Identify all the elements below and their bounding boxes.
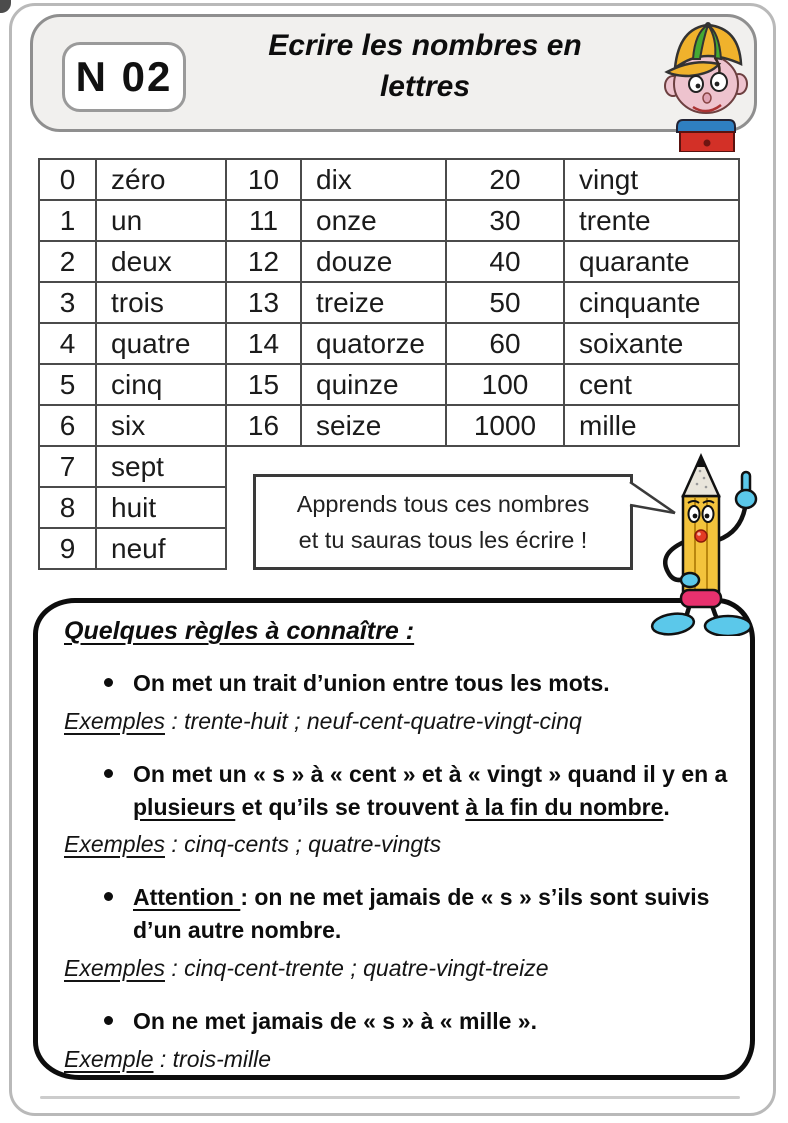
number-cell: 13	[226, 282, 301, 323]
rule-text	[133, 667, 610, 700]
number-cell: 20	[446, 159, 564, 200]
rule-item	[104, 1005, 730, 1038]
table-row	[39, 200, 739, 241]
page-title	[230, 26, 620, 107]
word-cell: cinq	[96, 364, 226, 405]
rule-text-part: et qu’ils se trouvent	[235, 793, 466, 820]
bubble-line-1: Apprends tous ces nombres	[296, 490, 590, 517]
number-cell: 10	[226, 159, 301, 200]
example-text: : cinq-cents ; quatre-vingts	[164, 831, 442, 858]
pencil-mascot-illustration	[640, 444, 767, 636]
example-label: Exemples	[64, 831, 165, 858]
number-cell: 14	[226, 323, 301, 364]
title-line-1: Ecrire les nombres en	[268, 29, 582, 62]
rule-text-part: .	[663, 793, 670, 820]
rule-item	[104, 758, 730, 823]
number-cell: 60	[446, 323, 564, 364]
number-cell: 100	[446, 364, 564, 405]
rules-panel	[33, 598, 755, 1080]
word-cell: zéro	[96, 159, 226, 200]
rules-title: Quelques règles à connaître :	[64, 617, 415, 645]
number-cell: 4	[39, 323, 96, 364]
word-cell: seize	[301, 405, 446, 446]
rule-text-part: : on ne met jamais de « s » s’ils sont suivis d’un autre nombre.	[133, 884, 710, 943]
example-line	[64, 705, 730, 737]
word-cell: cent	[564, 364, 739, 405]
number-cell: 8	[39, 487, 96, 528]
word-cell: dix	[301, 159, 446, 200]
word-cell: trente	[564, 200, 739, 241]
rule-text-part: à la fin du nombre	[465, 793, 664, 820]
rule-text-part: On ne met jamais de « s » à « mille ».	[133, 1007, 537, 1034]
example-line	[64, 1043, 730, 1075]
rule-item	[104, 667, 730, 700]
bullet-icon	[104, 678, 113, 687]
scan-artifact-corner	[0, 0, 11, 13]
number-cell: 12	[226, 241, 301, 282]
example-line	[64, 828, 730, 860]
bullet-icon	[104, 769, 113, 778]
table-row	[39, 159, 739, 200]
title-line-2: lettres	[379, 69, 471, 103]
table-row	[39, 405, 739, 446]
word-cell: huit	[96, 487, 226, 528]
number-cell: 0	[39, 159, 96, 200]
word-cell: soixante	[564, 323, 739, 364]
rule-item	[104, 881, 730, 946]
boy-mascot-illustration	[653, 10, 763, 152]
number-cell: 1	[39, 200, 96, 241]
rule-text	[133, 881, 730, 946]
example-text: : trois-mille	[153, 1045, 272, 1072]
number-cell: 2	[39, 241, 96, 282]
number-cell: 16	[226, 405, 301, 446]
rule-text	[133, 758, 730, 823]
number-cell: 9	[39, 528, 96, 569]
bullet-icon	[104, 892, 113, 901]
word-cell: quatorze	[301, 323, 446, 364]
rule-text-part: Attention	[133, 884, 241, 911]
word-cell: quinze	[301, 364, 446, 405]
number-cell: 50	[446, 282, 564, 323]
number-cell: 3	[39, 282, 96, 323]
word-cell: un	[96, 200, 226, 241]
word-cell: mille	[564, 405, 739, 446]
number-cell: 7	[39, 446, 96, 487]
word-cell: cinquante	[564, 282, 739, 323]
speech-bubble	[253, 474, 633, 570]
example-line	[64, 952, 730, 984]
number-cell: 11	[226, 200, 301, 241]
table-row	[39, 282, 739, 323]
number-cell: 40	[446, 241, 564, 282]
rule-text-part: plusieurs	[133, 793, 236, 820]
number-cell: 15	[226, 364, 301, 405]
example-text: : cinq-cent-trente ; quatre-vingt-treize	[164, 954, 549, 981]
bubble-line-2: et tu sauras tous les écrire !	[298, 527, 588, 553]
bullet-icon	[104, 1016, 113, 1025]
scan-artifact-bottom-edge	[40, 1096, 740, 1099]
number-cell: 6	[39, 405, 96, 446]
number-cell: 5	[39, 364, 96, 405]
word-cell: quatre	[96, 323, 226, 364]
example-label: Exemples	[64, 707, 165, 734]
word-cell: sept	[96, 446, 226, 487]
word-cell: trois	[96, 282, 226, 323]
word-cell: neuf	[96, 528, 226, 569]
word-cell: deux	[96, 241, 226, 282]
example-label: Exemples	[64, 954, 165, 981]
example-label: Exemple	[64, 1045, 154, 1072]
rule-text-part: On met un « s » à « cent » et à « vingt » quand il y en a	[133, 760, 728, 787]
word-cell: treize	[301, 282, 446, 323]
word-cell: vingt	[564, 159, 739, 200]
rule-text	[133, 1005, 537, 1038]
number-cell: 1000	[446, 405, 564, 446]
rule-text-part: On met un trait d’union entre tous les mots.	[133, 670, 610, 696]
word-cell: six	[96, 405, 226, 446]
word-cell: onze	[301, 200, 446, 241]
example-text: : trente-huit ; neuf-cent-quatre-vingt-cinq	[164, 707, 582, 734]
lesson-badge: N 02	[62, 42, 186, 112]
table-row	[39, 323, 739, 364]
word-cell: quarante	[564, 241, 739, 282]
number-cell: 30	[446, 200, 564, 241]
word-cell: douze	[301, 241, 446, 282]
table-row	[39, 364, 739, 405]
table-row	[39, 241, 739, 282]
